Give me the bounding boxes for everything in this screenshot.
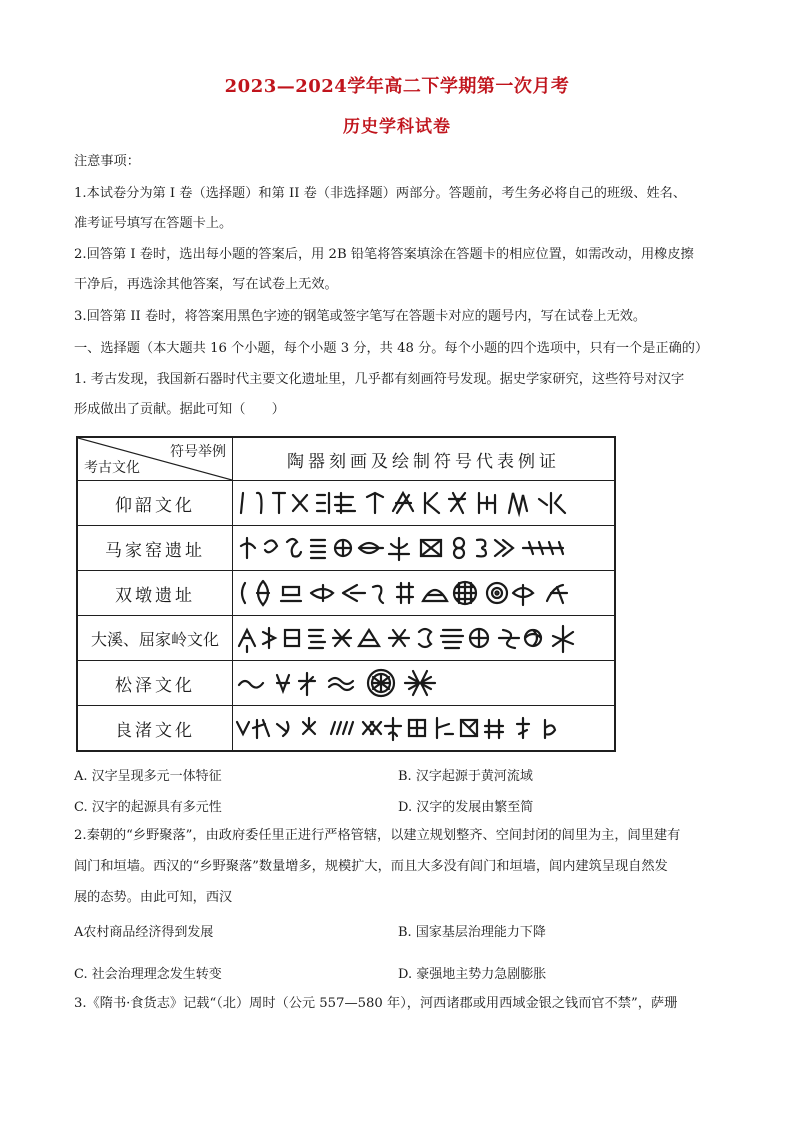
culture-name: 仰韶文化 [77,481,233,526]
symbol-glyphs [233,526,616,571]
culture-name: 大溪、屈家岭文化 [77,616,233,661]
note-3: 3.回答第 II 卷时，将答案用黑色字迹的钢笔或签字笔写在答题卡对应的题号内，写在试卷上无效。 [74,309,647,324]
culture-name: 马家窑遗址 [77,526,233,571]
question-1-line-2: 形成做出了贡献。据此可知（ ） [74,402,285,417]
question-2-option-d[interactable]: D. 豪强地主势力急剧膨胀 [398,967,547,982]
note-2-line-2: 干净后，再选涂其他答案，写在试卷上无效。 [74,277,338,292]
note-1-line-1: 1.本试卷分为第 I 卷（选择题）和第 II 卷（非选择题）两部分。答题前，考生务必将自己的班级、姓名、 [74,186,687,201]
corner-label-cultures: 考古文化 [84,460,140,476]
question-2-line-2: 闾门和垣墙。西汉的“乡野聚落”数量增多，规模扩大，而且大多没有闾门和垣墙，闾内建筑呈现自然发 [74,859,668,874]
exam-title: 2023—2024学年高二下学期第一次月考 [224,76,570,97]
note-1-line-2: 准考证号填写在答题卡上。 [74,216,233,231]
question-3-line-1: 3.《隋书·食货志》记载“（北）周时（公元 557—580 年），河西诸郡或用西域金银之钱而官不禁”，萨珊 [74,996,678,1011]
exam-subtitle: 历史学科试卷 [343,117,451,137]
table-row [77,661,615,706]
table-row [77,481,615,526]
liangzhu-symbols [233,708,613,748]
table-heading: 陶器刻画及绘制符号代表例证 [233,437,616,481]
symbol-glyphs [233,661,616,706]
table-corner-cell [77,437,233,481]
section-title: 一、选择题（本大题共 16 个小题，每个小题 3 分，共 48 分。每个小题的四个选项中，只有一个是正确的） [74,341,709,356]
shuangdun-symbols [233,573,613,613]
majiayao-symbols [233,528,613,568]
table-row [77,526,615,571]
table-header-row [77,437,615,481]
corner-label-symbols: 符号举例 [170,444,226,460]
question-1-option-d[interactable]: D. 汉字的发展由繁至简 [398,800,534,815]
question-2-line-1: 2.秦朝的“乡野聚落”，由政府委任里正进行严格管辖，以建立规划整齐、空间封闭的闾里为主，闾里建有 [74,828,681,843]
question-2-option-a[interactable]: A农村商品经济得到发展 [74,925,214,940]
culture-name: 双墩遗址 [77,571,233,616]
question-1-option-a[interactable]: A. 汉字呈现多元一体特征 [74,769,222,784]
table-row [77,571,615,616]
question-2-option-c[interactable]: C. 社会治理理念发生转变 [74,967,222,982]
symbol-table [76,436,616,752]
symbol-glyphs [233,616,616,661]
table-row [77,706,615,752]
symbol-glyphs [233,571,616,616]
yangshao-symbols [233,483,613,523]
question-2-option-b[interactable]: B. 国家基层治理能力下降 [398,925,546,940]
daxi-qujialing-symbols [233,618,613,658]
question-1-option-b[interactable]: B. 汉字起源于黄河流域 [398,769,533,784]
notes-heading: 注意事项： [74,154,140,169]
question-2-line-3: 展的态势。由此可知，西汉 [74,890,233,905]
note-2-line-1: 2.回答第 I 卷时，选出每小题的答案后，用 2B 铅笔将答案填涂在答题卡的相应位置，如需改动，用橡皮擦 [74,247,694,262]
table-row [77,616,615,661]
question-1-line-1: 1. 考古发现，我国新石器时代主要文化遗址里，几乎都有刻画符号发现。据史学家研究，这些符号对汉字 [74,372,685,387]
culture-name: 松泽文化 [77,661,233,706]
question-1-option-c[interactable]: C. 汉字的起源具有多元性 [74,800,222,815]
symbol-glyphs [233,706,616,752]
songze-symbols [233,663,613,703]
culture-name: 良渚文化 [77,706,233,752]
symbol-glyphs [233,481,616,526]
